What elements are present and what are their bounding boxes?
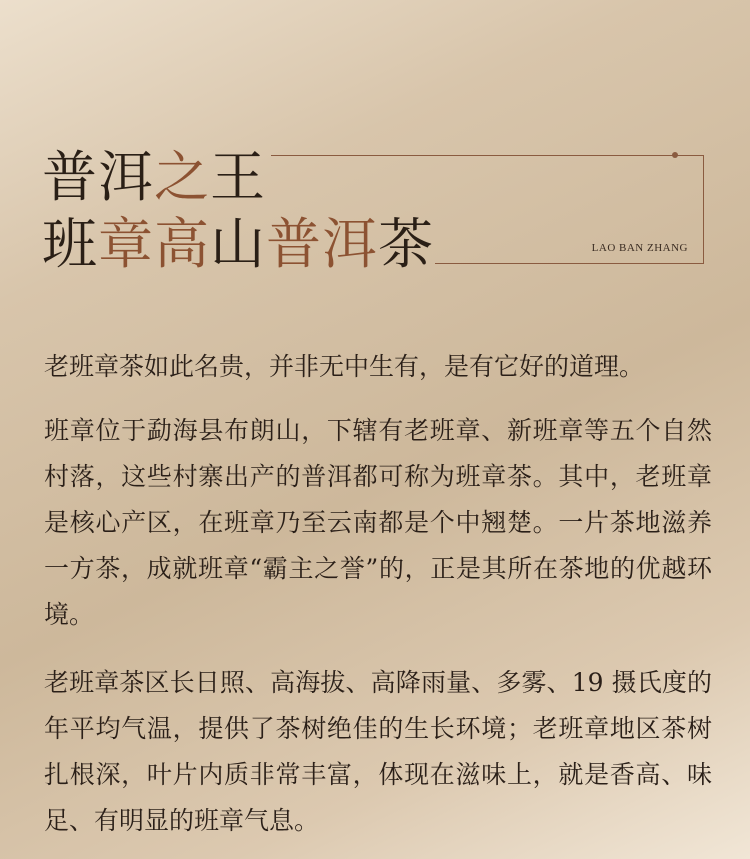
frame-right-rule	[703, 155, 704, 264]
subtitle-pinyin: LAO BAN ZHANG	[591, 242, 688, 254]
heading-word: 班	[42, 212, 99, 276]
heading-word: 普洱	[42, 145, 155, 209]
heading-word: 王	[210, 145, 267, 209]
heading-word-accent: 普洱	[266, 212, 379, 276]
frame-bottom-rule	[435, 263, 704, 264]
heading-word: 茶	[378, 212, 435, 276]
heading-word: 山	[210, 212, 267, 276]
heading-word-accent: 章高	[98, 212, 211, 276]
frame-top-rule	[271, 155, 677, 156]
frame-top-right-rule	[677, 155, 704, 156]
paragraph-intro: 老班章茶如此名贵，并非无中生有，是有它好的道理。	[44, 352, 645, 381]
heading-line-1	[42, 146, 266, 208]
heading-line-2	[42, 213, 434, 275]
paragraph-environment: 老班章茶区长日照、高海拔、高降雨量、多雾、19 摄氏度的年平均气温，提供了茶树绝佳的生长环境；老班章地区茶树扎根深，叶片内质非常丰富，体现在滋味上，就是香高、味足、有明显的班章气息。	[44, 668, 712, 835]
heading-word-accent: 之	[154, 145, 211, 209]
paragraph-location: 班章位于勐海县布朗山，下辖有老班章、新班章等五个自然村落，这些村寨出产的普洱都可称为班章茶。其中，老班章是核心产区，在班章乃至云南都是个中翘楚。一片茶地滋养一方茶，成就班章“霸主之誉”的，正是其所在茶地的优越环境。	[44, 416, 712, 629]
